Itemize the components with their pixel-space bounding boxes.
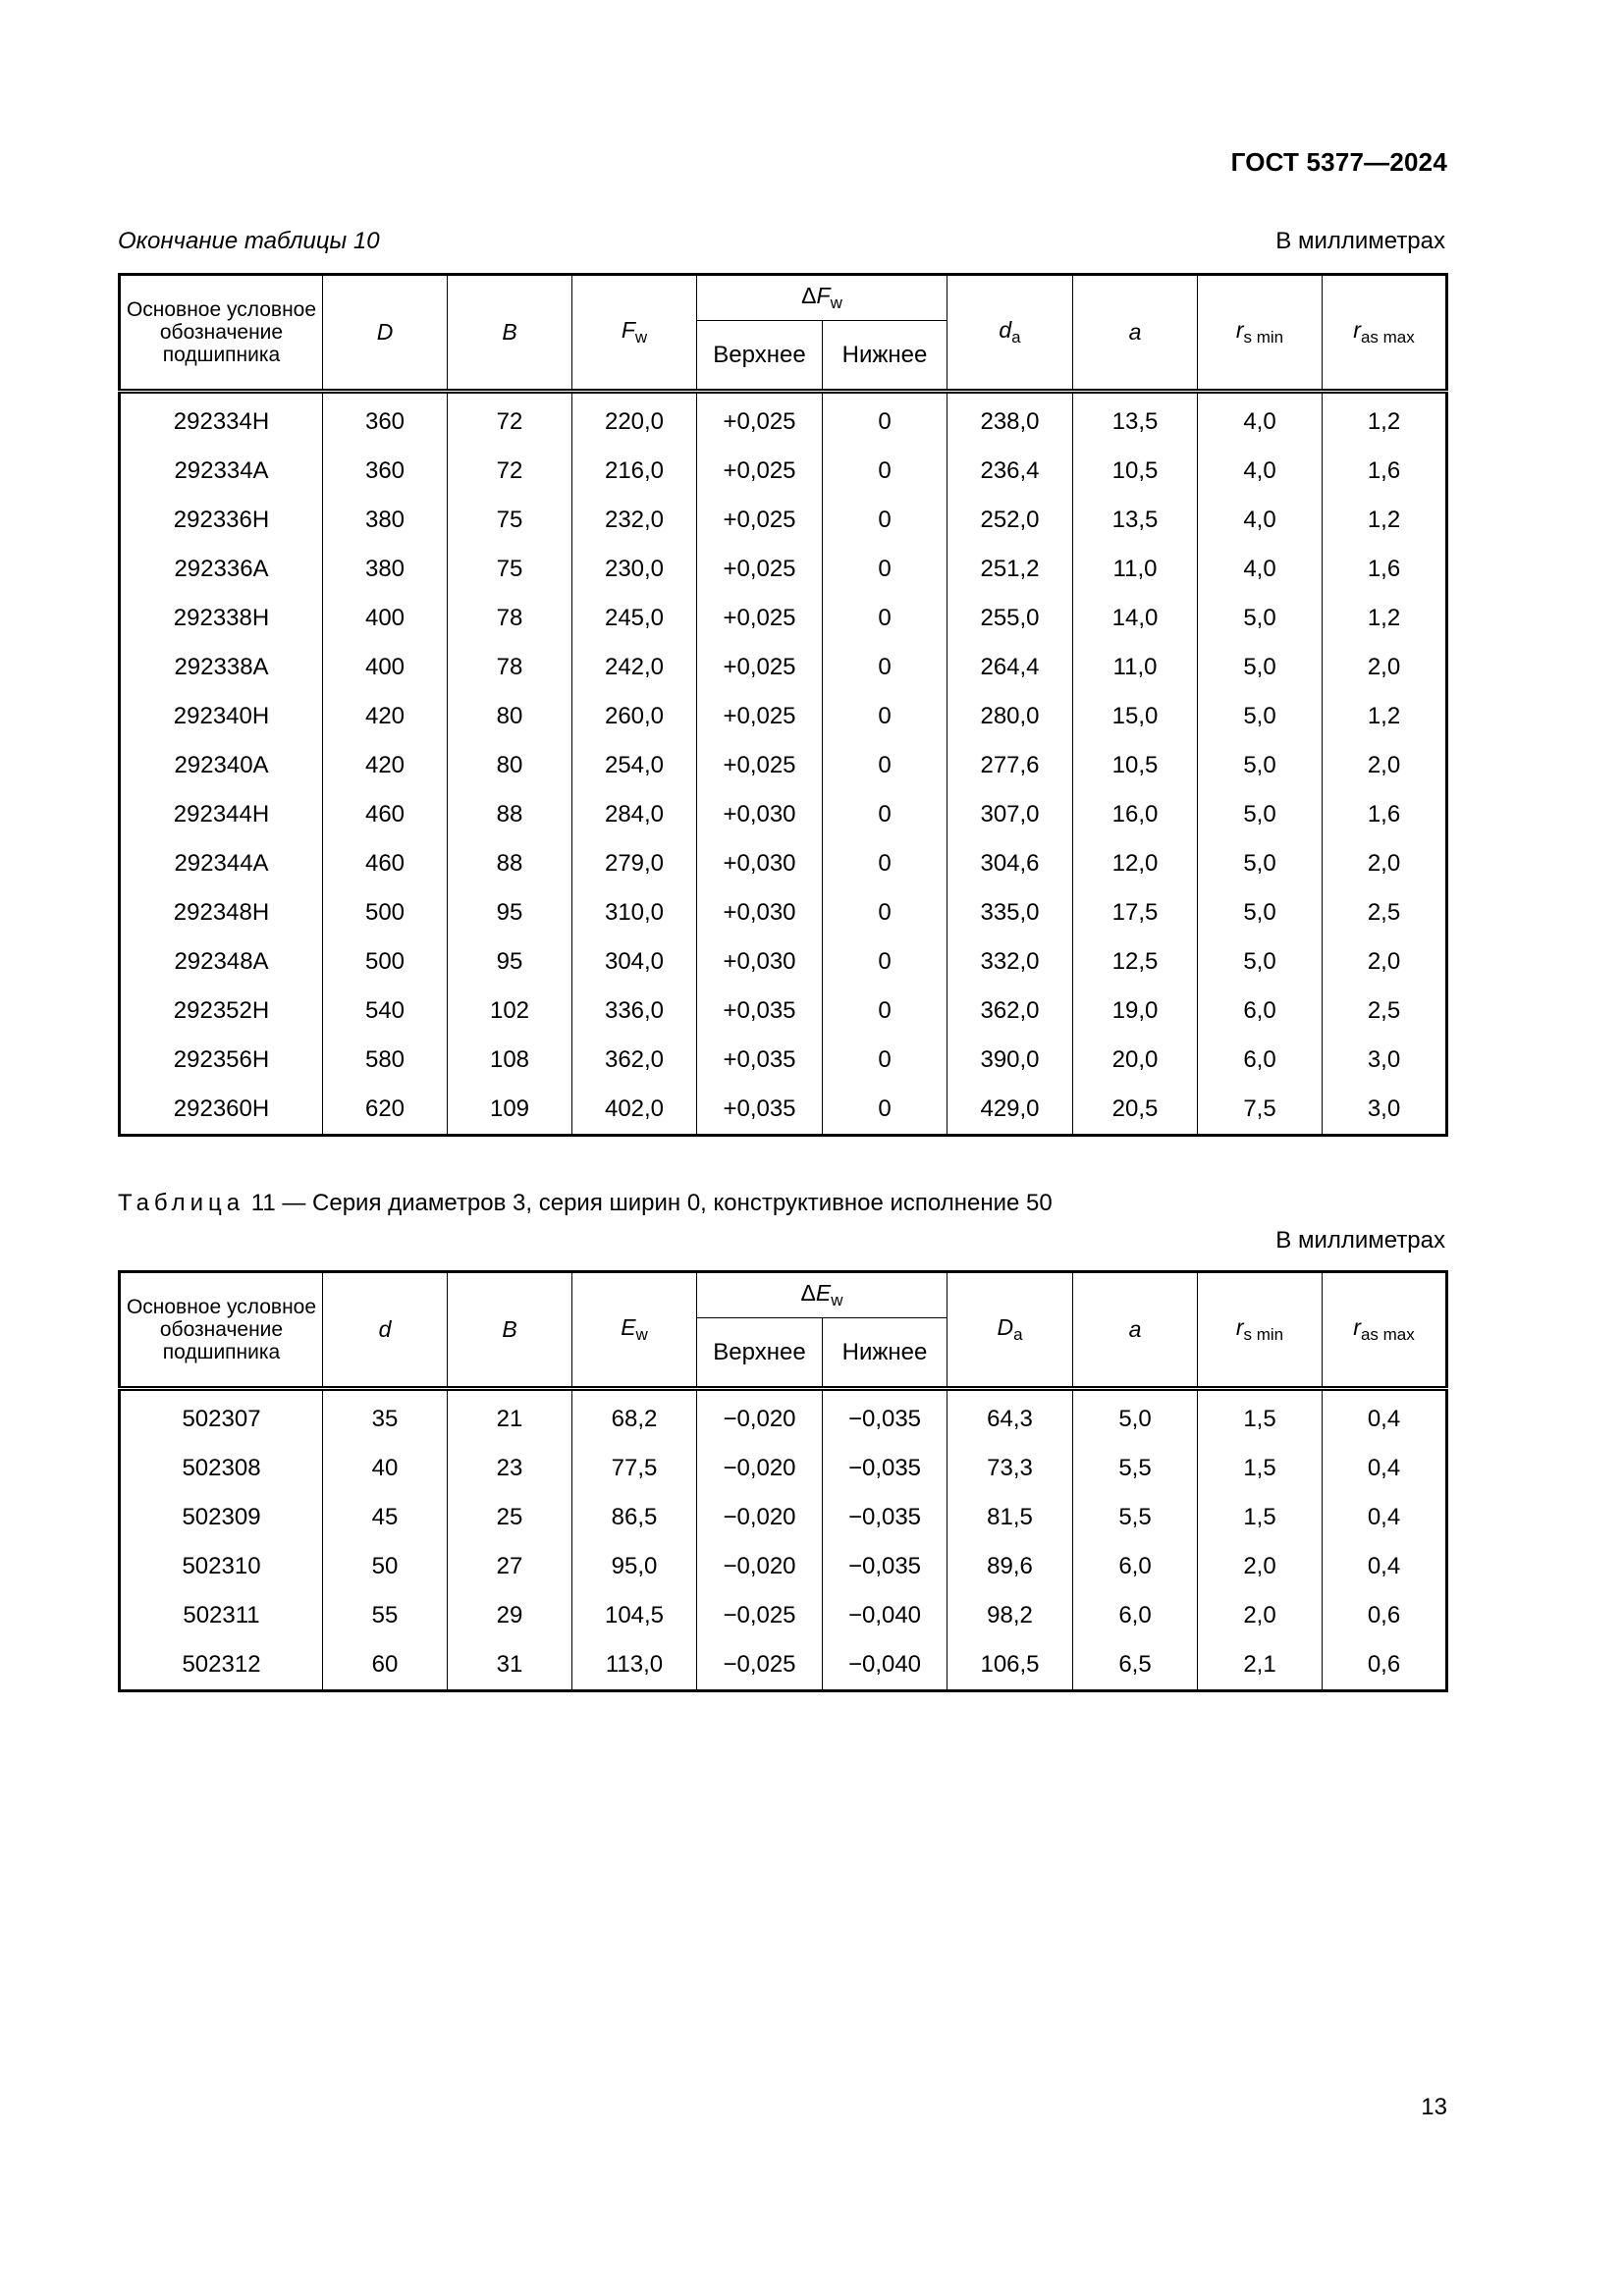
table-cell: 304,6: [947, 839, 1073, 888]
table-cell: 4,0: [1198, 545, 1323, 594]
table-cell: +0,025: [697, 594, 823, 643]
table-cell: 402,0: [572, 1085, 697, 1136]
table-row: [120, 888, 1447, 937]
table-cell: 3,0: [1323, 1085, 1447, 1136]
table-cell: −0,040: [823, 1591, 947, 1640]
table-cell: 5,0: [1198, 839, 1323, 888]
table-cell: 502311: [120, 1591, 323, 1640]
table-cell: 95: [448, 937, 572, 987]
table-cell: −0,035: [823, 1389, 947, 1445]
table-row: [120, 741, 1447, 790]
table-cell: 0: [823, 1036, 947, 1085]
table-cell: −0,025: [697, 1591, 823, 1640]
table-cell: 0: [823, 692, 947, 741]
table11-caption-label: Таблица: [118, 1190, 245, 1216]
table-cell: 279,0: [572, 839, 697, 888]
table-cell: 77,5: [572, 1444, 697, 1493]
table-cell: 292356H: [120, 1036, 323, 1085]
table-cell: 78: [448, 643, 572, 692]
table-cell: 72: [448, 392, 572, 448]
table-cell: 98,2: [947, 1591, 1073, 1640]
table-row: [120, 496, 1447, 545]
table-cell: 292338H: [120, 594, 323, 643]
table-cell: 310,0: [572, 888, 697, 937]
table-cell: 292338A: [120, 643, 323, 692]
table-cell: 292348A: [120, 937, 323, 987]
table-cell: 40: [323, 1444, 448, 1493]
table-cell: −0,025: [697, 1640, 823, 1691]
table-row: [120, 594, 1447, 643]
table-cell: 20,5: [1073, 1085, 1198, 1136]
table11-header-upper: Верхнее: [697, 1318, 823, 1389]
table-cell: 232,0: [572, 496, 697, 545]
table11-caption-text: 11 — Серия диаметров 3, серия ширин 0, конструктивное исполнение 50: [250, 1190, 1053, 1216]
table-cell: 17,5: [1073, 888, 1198, 937]
table-cell: 5,5: [1073, 1444, 1198, 1493]
table-cell: −0,020: [697, 1389, 823, 1445]
table-cell: 0,4: [1323, 1444, 1447, 1493]
table-cell: 31: [448, 1640, 572, 1691]
table-cell: 60: [323, 1640, 448, 1691]
table-cell: 0,4: [1323, 1493, 1447, 1542]
table-cell: 5,0: [1198, 741, 1323, 790]
table11-caption: [118, 1190, 1053, 1217]
table-cell: 19,0: [1073, 987, 1198, 1036]
table-cell: 0: [823, 447, 947, 496]
table-cell: 11,0: [1073, 643, 1198, 692]
table-cell: 0: [823, 643, 947, 692]
table-cell: 220,0: [572, 392, 697, 448]
table-cell: 75: [448, 545, 572, 594]
table-cell: 277,6: [947, 741, 1073, 790]
table11-header-d: d: [323, 1272, 448, 1389]
table-cell: 252,0: [947, 496, 1073, 545]
table-cell: 400: [323, 594, 448, 643]
table-cell: +0,035: [697, 1085, 823, 1136]
table10-units: В миллиметрах: [1275, 228, 1445, 254]
table-cell: 109: [448, 1085, 572, 1136]
table-cell: +0,030: [697, 839, 823, 888]
table11: [118, 1270, 1448, 1692]
table10-caption-row: [118, 228, 1445, 259]
table-cell: 2,5: [1323, 888, 1447, 937]
table-cell: 13,5: [1073, 496, 1198, 545]
table-cell: 230,0: [572, 545, 697, 594]
table-cell: 15,0: [1073, 692, 1198, 741]
table-cell: 236,4: [947, 447, 1073, 496]
table10-header-Fw: $F_w$: [572, 275, 697, 392]
table11-header-delta-Ew: $\Delta E_w$: [697, 1272, 947, 1318]
table-cell: 0: [823, 741, 947, 790]
table10-caption: Окончание таблицы 10: [118, 228, 380, 254]
table10-body: [120, 392, 1447, 1136]
table10-header-rs-min: $r_{s min}$: [1198, 275, 1323, 392]
table11-header-ras-max: $r_{as max}$: [1323, 1272, 1447, 1389]
table11-caption-row: [118, 1190, 1445, 1221]
table-cell: 1,2: [1323, 692, 1447, 741]
table-cell: 5,0: [1198, 937, 1323, 987]
table-cell: 500: [323, 888, 448, 937]
table-cell: 45: [323, 1493, 448, 1542]
table-cell: 380: [323, 545, 448, 594]
table-cell: 280,0: [947, 692, 1073, 741]
table-cell: 73,3: [947, 1444, 1073, 1493]
table-cell: 2,1: [1198, 1640, 1323, 1691]
table-cell: 1,2: [1323, 392, 1447, 448]
table-cell: 284,0: [572, 790, 697, 839]
table-cell: +0,030: [697, 888, 823, 937]
table-cell: 429,0: [947, 1085, 1073, 1136]
table-cell: 113,0: [572, 1640, 697, 1691]
table-cell: 2,0: [1198, 1542, 1323, 1591]
table11-header-a: a: [1073, 1272, 1198, 1389]
table-cell: 4,0: [1198, 392, 1323, 448]
table-cell: +0,035: [697, 1036, 823, 1085]
table11-header-designation: Основное условное обозначение подшипника: [120, 1272, 323, 1389]
table-cell: 0,6: [1323, 1591, 1447, 1640]
table-cell: 216,0: [572, 447, 697, 496]
table-cell: 292340A: [120, 741, 323, 790]
table-cell: 81,5: [947, 1493, 1073, 1542]
table10-header-D: D: [323, 275, 448, 392]
table10-header-a: a: [1073, 275, 1198, 392]
table-cell: 0: [823, 545, 947, 594]
table-cell: 292344H: [120, 790, 323, 839]
table-row: [120, 839, 1447, 888]
table-cell: 380: [323, 496, 448, 545]
table-row: [120, 937, 1447, 987]
table-cell: 0: [823, 937, 947, 987]
table-cell: 6,0: [1198, 987, 1323, 1036]
table-cell: 6,0: [1073, 1542, 1198, 1591]
table-cell: 255,0: [947, 594, 1073, 643]
table-cell: 0: [823, 594, 947, 643]
table-cell: 89,6: [947, 1542, 1073, 1591]
table-cell: 0,4: [1323, 1542, 1447, 1591]
table-row: [120, 545, 1447, 594]
table-cell: 502309: [120, 1493, 323, 1542]
table-cell: 292348H: [120, 888, 323, 937]
table-cell: 245,0: [572, 594, 697, 643]
table-row: [120, 447, 1447, 496]
table-cell: 460: [323, 839, 448, 888]
table-row: [120, 987, 1447, 1036]
table-cell: 292334A: [120, 447, 323, 496]
table-cell: 292344A: [120, 839, 323, 888]
table-cell: +0,025: [697, 447, 823, 496]
table-cell: 1,6: [1323, 790, 1447, 839]
table-cell: 6,0: [1073, 1591, 1198, 1640]
table-cell: 0: [823, 888, 947, 937]
table-row: [120, 1389, 1447, 1445]
table-row: [120, 1444, 1447, 1493]
table10-header-designation: Основное условное обозначение подшипника: [120, 275, 323, 392]
table-cell: 78: [448, 594, 572, 643]
table-cell: −0,035: [823, 1542, 947, 1591]
table-cell: 75: [448, 496, 572, 545]
table-row: [120, 1493, 1447, 1542]
table-row: [120, 692, 1447, 741]
table11-header-B: B: [448, 1272, 572, 1389]
table-cell: 292360H: [120, 1085, 323, 1136]
table-row: [120, 1036, 1447, 1085]
table-cell: 500: [323, 937, 448, 987]
table-cell: 23: [448, 1444, 572, 1493]
table-cell: 1,5: [1198, 1389, 1323, 1445]
table-cell: 88: [448, 790, 572, 839]
table-cell: 292334H: [120, 392, 323, 448]
table-cell: 6,5: [1073, 1640, 1198, 1691]
table-cell: 292352H: [120, 987, 323, 1036]
table-cell: 292336H: [120, 496, 323, 545]
table-cell: 502310: [120, 1542, 323, 1591]
table-cell: 106,5: [947, 1640, 1073, 1691]
table-cell: −0,035: [823, 1444, 947, 1493]
table-cell: 6,0: [1198, 1036, 1323, 1085]
table-cell: 2,0: [1198, 1591, 1323, 1640]
table-cell: 0: [823, 496, 947, 545]
table-row: [120, 392, 1447, 448]
table-cell: 0: [823, 987, 947, 1036]
table-cell: 0: [823, 392, 947, 448]
table-cell: +0,025: [697, 741, 823, 790]
table-cell: 540: [323, 987, 448, 1036]
table-cell: 292336A: [120, 545, 323, 594]
table-cell: 5,0: [1198, 643, 1323, 692]
table-cell: 35: [323, 1389, 448, 1445]
table-cell: 420: [323, 692, 448, 741]
table-cell: 0: [823, 790, 947, 839]
table-cell: 4,0: [1198, 496, 1323, 545]
table-cell: 251,2: [947, 545, 1073, 594]
table-cell: 307,0: [947, 790, 1073, 839]
table-cell: 1,6: [1323, 545, 1447, 594]
table-cell: 264,4: [947, 643, 1073, 692]
table-cell: −0,020: [697, 1542, 823, 1591]
table-cell: 390,0: [947, 1036, 1073, 1085]
table10: [118, 273, 1448, 1137]
table-cell: −0,035: [823, 1493, 947, 1542]
table-cell: 95,0: [572, 1542, 697, 1591]
table-cell: 360: [323, 447, 448, 496]
table-row: [120, 1542, 1447, 1591]
table-cell: 242,0: [572, 643, 697, 692]
table-cell: 502307: [120, 1389, 323, 1445]
table-cell: 102: [448, 987, 572, 1036]
table-cell: 502312: [120, 1640, 323, 1691]
table-cell: +0,025: [697, 545, 823, 594]
table-cell: 362,0: [947, 987, 1073, 1036]
table-cell: 332,0: [947, 937, 1073, 987]
table-cell: 5,0: [1198, 790, 1323, 839]
table-cell: 460: [323, 790, 448, 839]
table-cell: 335,0: [947, 888, 1073, 937]
table11-units-row: [118, 1227, 1445, 1258]
page-number: 13: [1421, 2094, 1447, 2120]
table-cell: 502308: [120, 1444, 323, 1493]
table-cell: 5,5: [1073, 1493, 1198, 1542]
table-cell: 27: [448, 1542, 572, 1591]
table-cell: 21: [448, 1389, 572, 1445]
table10-header-ras-max: $r_{as max}$: [1323, 275, 1447, 392]
table-cell: +0,025: [697, 496, 823, 545]
table-cell: 3,0: [1323, 1036, 1447, 1085]
table-cell: 29: [448, 1591, 572, 1640]
table-cell: +0,030: [697, 937, 823, 987]
table10-header-B: B: [448, 275, 572, 392]
table-cell: 72: [448, 447, 572, 496]
table-cell: 5,0: [1073, 1389, 1198, 1445]
table-cell: −0,020: [697, 1493, 823, 1542]
table-cell: 1,5: [1198, 1444, 1323, 1493]
table-cell: 0: [823, 839, 947, 888]
table11-body: [120, 1389, 1447, 1691]
table-cell: 7,5: [1198, 1085, 1323, 1136]
table-cell: 238,0: [947, 392, 1073, 448]
table-cell: 260,0: [572, 692, 697, 741]
table-cell: 0,4: [1323, 1389, 1447, 1445]
table-cell: 12,5: [1073, 937, 1198, 987]
table-cell: 25: [448, 1493, 572, 1542]
table-row: [120, 1640, 1447, 1691]
table-cell: 4,0: [1198, 447, 1323, 496]
table-cell: 0: [823, 1085, 947, 1136]
table-cell: 11,0: [1073, 545, 1198, 594]
table-cell: 2,0: [1323, 643, 1447, 692]
table-cell: 304,0: [572, 937, 697, 987]
table11-header-rs-min: $r_{s min}$: [1198, 1272, 1323, 1389]
table-row: [120, 790, 1447, 839]
table10-header-lower: Нижнее: [823, 321, 947, 392]
table-cell: +0,025: [697, 692, 823, 741]
table-cell: +0,025: [697, 392, 823, 448]
table10-header-delta-Fw: $\Delta F_w$: [697, 275, 947, 321]
table-cell: 10,5: [1073, 447, 1198, 496]
table11-header-Da: $D_a$: [947, 1272, 1073, 1389]
table-cell: 1,6: [1323, 447, 1447, 496]
table11-header-lower: Нижнее: [823, 1318, 947, 1389]
table-cell: 1,2: [1323, 496, 1447, 545]
table-cell: 2,0: [1323, 741, 1447, 790]
table-cell: 86,5: [572, 1493, 697, 1542]
table-cell: 360: [323, 392, 448, 448]
table-cell: 64,3: [947, 1389, 1073, 1445]
table-cell: 13,5: [1073, 392, 1198, 448]
table-row: [120, 1591, 1447, 1640]
table-cell: 2,0: [1323, 937, 1447, 987]
table-cell: 55: [323, 1591, 448, 1640]
table-cell: 10,5: [1073, 741, 1198, 790]
table-cell: 50: [323, 1542, 448, 1591]
table11-units: В миллиметрах: [1275, 1227, 1445, 1254]
table-cell: 420: [323, 741, 448, 790]
table10-header-da: $d_a$: [947, 275, 1073, 392]
table-cell: 20,0: [1073, 1036, 1198, 1085]
table-cell: +0,030: [697, 790, 823, 839]
table-cell: −0,020: [697, 1444, 823, 1493]
table-cell: +0,025: [697, 643, 823, 692]
table-row: [120, 643, 1447, 692]
table-cell: 0,6: [1323, 1640, 1447, 1691]
table-row: [120, 1085, 1447, 1136]
table-cell: 620: [323, 1085, 448, 1136]
table-cell: +0,035: [697, 987, 823, 1036]
table-cell: 5,0: [1198, 594, 1323, 643]
table-cell: 336,0: [572, 987, 697, 1036]
table-cell: 292340H: [120, 692, 323, 741]
table-cell: 1,2: [1323, 594, 1447, 643]
table-cell: 5,0: [1198, 692, 1323, 741]
table-cell: 2,5: [1323, 987, 1447, 1036]
document-number: ГОСТ 5377—2024: [1230, 147, 1447, 177]
table-cell: 88: [448, 839, 572, 888]
table-cell: 80: [448, 741, 572, 790]
table-cell: 108: [448, 1036, 572, 1085]
table-cell: −0,040: [823, 1640, 947, 1691]
table-cell: 16,0: [1073, 790, 1198, 839]
table-cell: 14,0: [1073, 594, 1198, 643]
table-cell: 5,0: [1198, 888, 1323, 937]
table-cell: 254,0: [572, 741, 697, 790]
table11-header-Ew: $E_w$: [572, 1272, 697, 1389]
table-cell: 1,5: [1198, 1493, 1323, 1542]
table-cell: 2,0: [1323, 839, 1447, 888]
table-cell: 362,0: [572, 1036, 697, 1085]
table-cell: 68,2: [572, 1389, 697, 1445]
table-cell: 580: [323, 1036, 448, 1085]
table-cell: 95: [448, 888, 572, 937]
table-cell: 80: [448, 692, 572, 741]
table-cell: 400: [323, 643, 448, 692]
table-cell: 104,5: [572, 1591, 697, 1640]
table-cell: 12,0: [1073, 839, 1198, 888]
table10-header-upper: Верхнее: [697, 321, 823, 392]
